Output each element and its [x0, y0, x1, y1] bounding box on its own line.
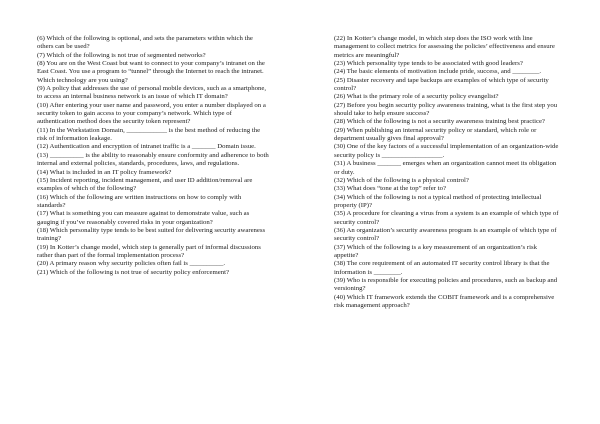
question-item: (40) Which IT framework extends the COBIT framework and is a comprehensive risk management approach?	[334, 293, 555, 309]
question-item: (30) One of the key factors of a successful implementation of an organization-wide security policy is __________________.	[334, 143, 559, 159]
question-item: (10) After entering your user name and password, you enter a number displayed on a security token to gain access to your company’s network. Which type of authentication method does the security token represent?	[37, 101, 266, 126]
question-item: (13) __________ is the ability to reasonably ensure conformity and adherence to both internal and external policies, standards, procedures, laws, and regulations.	[37, 151, 269, 168]
question-item: (21) Which of the following is not true of security policy enforcement?	[37, 268, 230, 276]
question-item: (14) What is included in an IT policy framework?	[37, 168, 172, 176]
question-item: (34) Which of the following is not a typical method of protecting intellectual property (IP)?	[334, 193, 542, 209]
question-item: (38) The core requirement of an automated IT security control library is that the information is ________.	[334, 260, 550, 276]
question-item: (36) An organization’s security awareness program is an example of which type of security control?	[334, 226, 557, 243]
question-item: (12) Authentication and encryption of intranet traffic is a _______ Domain issue.	[37, 143, 256, 151]
question-item: (15) Incident reporting, incident management, and user ID addition/removal are examples of which of the following?	[37, 176, 253, 193]
question-item: (22) In Kotter’s change model, in which step does the ISO work with line management to collect metrics for assessing the policies’ effectiveness and ensure metrics are meaningful?	[334, 35, 555, 59]
question-item: (11) In the Workstation Domain, ____________ is the best method of reducing the risk of information leakage.	[37, 126, 261, 143]
question-item: (37) Which of the following is a key measurement of an organization’s risk appetite?	[334, 243, 537, 259]
question-item: (27) Before you begin security policy awareness training, what is the first step you should take to help ensure success?	[334, 101, 558, 118]
question-item: (32) Which of the following is a physical control?	[334, 176, 469, 184]
question-item: (18) Which personality type tends to be best suited for delivering security awareness training?	[37, 226, 266, 243]
question-item: (39) Who is responsible for executing policies and procedures, such as backup and versioning?	[334, 276, 558, 293]
question-item: (33) What does “tone at the top” refer to?	[334, 185, 446, 193]
question-item: (9) A policy that addresses the use of personal mobile devices, such as a smartphone, to access an internal business network is an issue of which IT domain?	[37, 85, 267, 101]
question-item: (29) When publishing an internal security policy or standard, which role or department usually gives final approval?	[334, 126, 537, 143]
question-item: (20) A primary reason why security policies often fail is __________.	[37, 260, 226, 268]
question-item: (16) Which of the following are written instructions on how to comply with standards?	[37, 193, 242, 209]
question-item: (25) Disaster recovery and tape backups are examples of which type of security control?	[334, 76, 549, 93]
question-item: (35) A procedure for cleaning a virus from a system is an example of which type of security control?	[334, 210, 559, 226]
question-item: (7) Which of the following is not true of segmented networks?	[37, 51, 206, 59]
question-item: (24) The basic elements of motivation include pride, success, and ________.	[334, 68, 542, 76]
question-item: (26) What is the primary role of a security policy evangelist?	[334, 93, 499, 101]
question-item: (31) A business _______ emerges when an organization cannot meet its obligation or duty.	[334, 160, 557, 176]
question-item: (8) You are on the West Coast but want to connect to your company’s intranet on the East Coast. You use a program to “tunnel” through the Internet to reach the intranet. Which technology are you using?	[37, 60, 265, 84]
question-item: (6) Which of the following is optional, and sets the parameters within which the others can be used?	[37, 35, 253, 51]
right-column	[334, 35, 562, 310]
question-item: (19) In Kotter’s change model, which step is generally part of informal discussions rather than part of the formal implementation process?	[37, 243, 261, 259]
question-item: (28) Which of the following is not a security awareness training best practice?	[334, 118, 545, 126]
question-item: (23) Which personality type tends to be associated with good leaders?	[334, 60, 523, 68]
left-column	[37, 35, 269, 277]
question-item: (17) What is something you can measure against to demonstrate value, such as gauging if you’ve reasonably covered risks in your organization?	[37, 210, 250, 226]
